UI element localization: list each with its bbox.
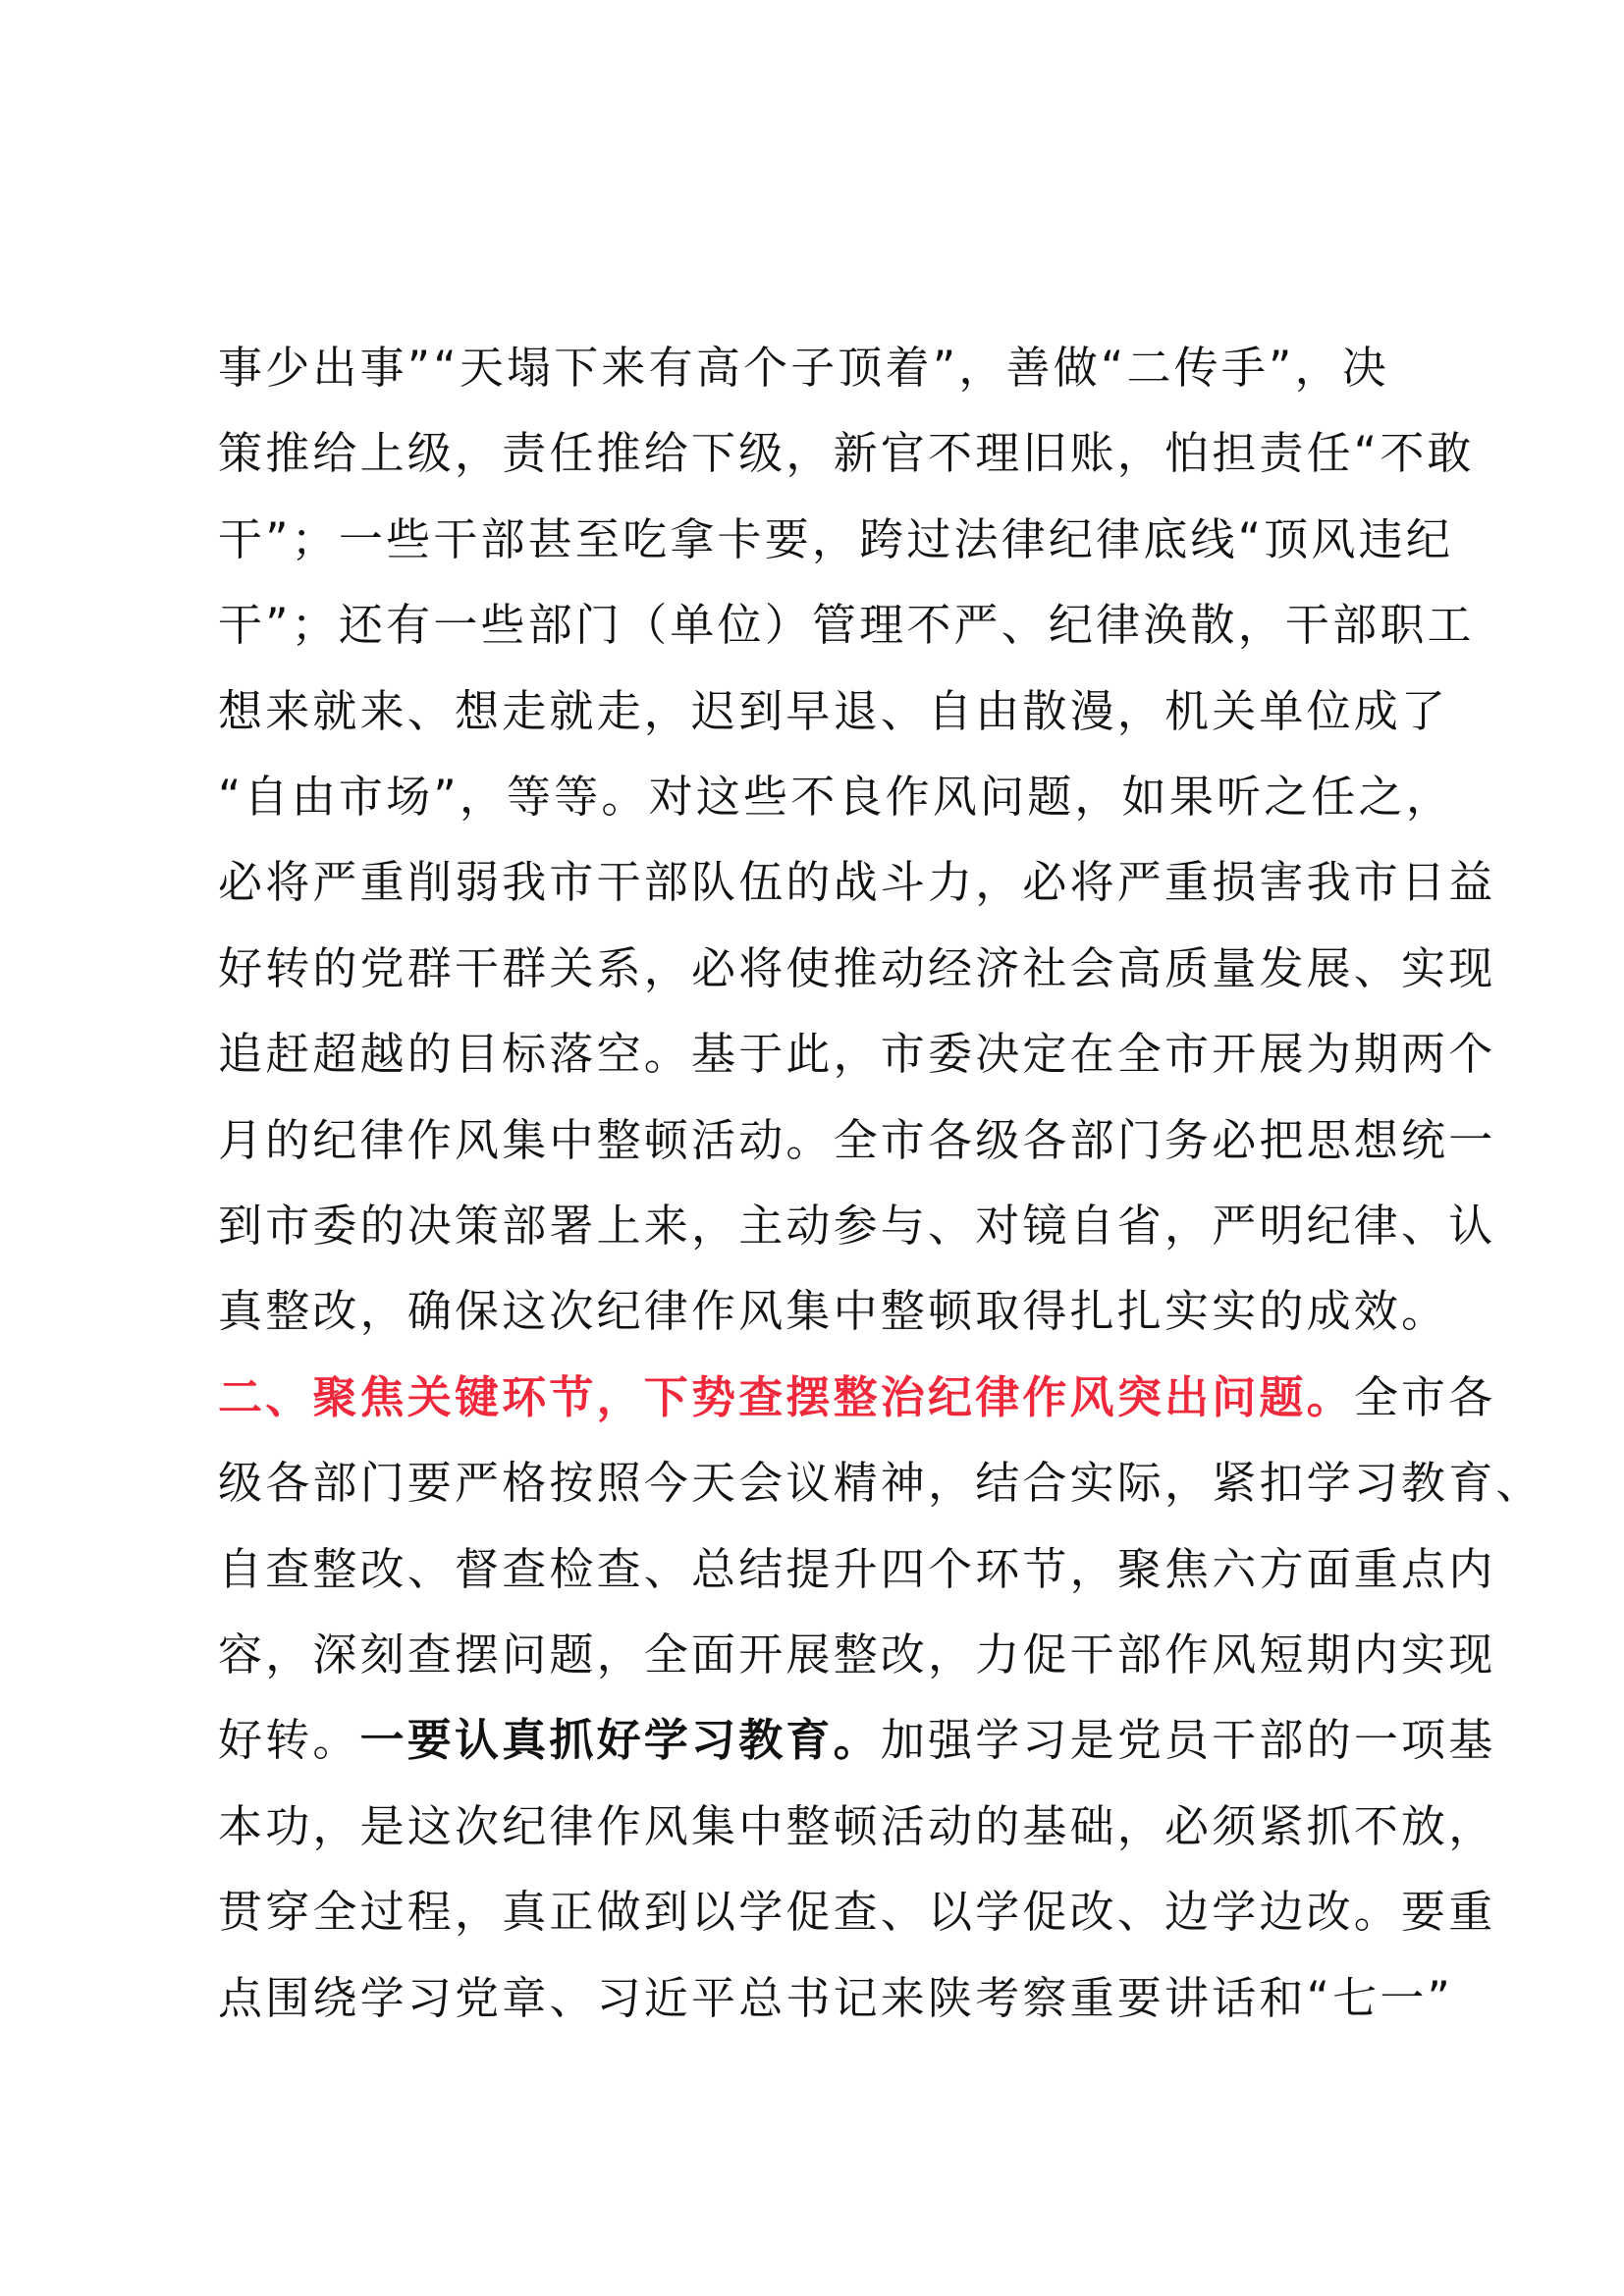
body-text: 必将严重削弱我市干部队伍的战斗力，必将严重损害我市日益 (218, 856, 1496, 909)
text-line (218, 1797, 1496, 1856)
text-line (218, 1454, 1543, 1513)
bold-subheading: 一要认真抓好学习教育。 (359, 1714, 881, 1767)
text-line (218, 768, 1454, 827)
body-text: 干”；还有一些部门（单位）管理不严、纪律涣散，干部职工 (218, 599, 1475, 652)
text-line (218, 510, 1454, 569)
text-line (218, 1969, 1454, 2028)
body-text: 想来就来、想走就走，迟到早退、自由散漫，机关单位成了 (218, 684, 1449, 737)
body-text: 月的纪律作风集中整顿活动。全市各级各部门务必把思想统一 (218, 1113, 1496, 1166)
body-text: 到市委的决策部署上来，主动参与、对镜自省，严明纪律、认 (218, 1200, 1496, 1252)
text-line (218, 1368, 1496, 1427)
body-text: “自由市场”，等等。对这些不良作风问题，如果听之任之， (218, 771, 1454, 823)
body-text: 容，深刻查摆问题，全面开展整改，力促干部作风短期内实现 (218, 1629, 1496, 1681)
text-line (218, 939, 1496, 998)
body-text: 点围绕学习党章、习近平总书记来陕考察重要讲话和“七一” (218, 1971, 1454, 2024)
body-text: 事少出事”“天塌下来有高个子顶着”，善做“二传手”，决 (218, 342, 1389, 394)
text-line (218, 1883, 1496, 1942)
text-line (218, 1626, 1496, 1684)
text-line (218, 1025, 1496, 1084)
body-text: 全市各 (1353, 1370, 1496, 1423)
body-text: 真整改，确保这次纪律作风集中整顿取得扎扎实实的成效。 (218, 1285, 1449, 1338)
body-text: 贯穿全过程，真正做到以学促查、以学促改、边学边改。要重 (218, 1886, 1496, 1939)
text-line (218, 1540, 1496, 1599)
text-line (218, 682, 1449, 741)
text-line (218, 1197, 1496, 1255)
body-text: 追赶超越的目标落空。基于此，市委决定在全市开展为期两个 (218, 1028, 1496, 1081)
section-heading: 二、聚焦关键环节，下势查摆整治纪律作风突出问题。 (218, 1370, 1354, 1423)
text-line (218, 424, 1475, 483)
body-text: 加强学习是党员干部的一项基 (880, 1714, 1496, 1767)
text-line (218, 853, 1496, 912)
text-line (218, 596, 1475, 655)
body-text: 好转。 (218, 1714, 360, 1767)
body-text: 策推给上级，责任推给下级，新官不理旧账，怕担责任“不敢 (218, 427, 1475, 480)
body-text: 好转的党群干群关系，必将使推动经济社会高质量发展、实现 (218, 941, 1496, 994)
text-line (218, 339, 1435, 398)
body-text: 本功，是这次纪律作风集中整顿活动的基础，必须紧抓不放， (218, 1799, 1496, 1852)
body-text: 自查整改、督查检查、总结提升四个环节，聚焦六方面重点内 (218, 1542, 1496, 1595)
text-line (218, 1111, 1496, 1170)
text-line (218, 1282, 1449, 1341)
body-text: 干”；一些干部甚至吃拿卡要，跨过法律纪律底线“顶风违纪 (218, 512, 1454, 565)
text-line (218, 1711, 1496, 1770)
body-text: 级各部门要严格按照今天会议精神，结合实际，紧扣学习教育、 (218, 1457, 1543, 1510)
